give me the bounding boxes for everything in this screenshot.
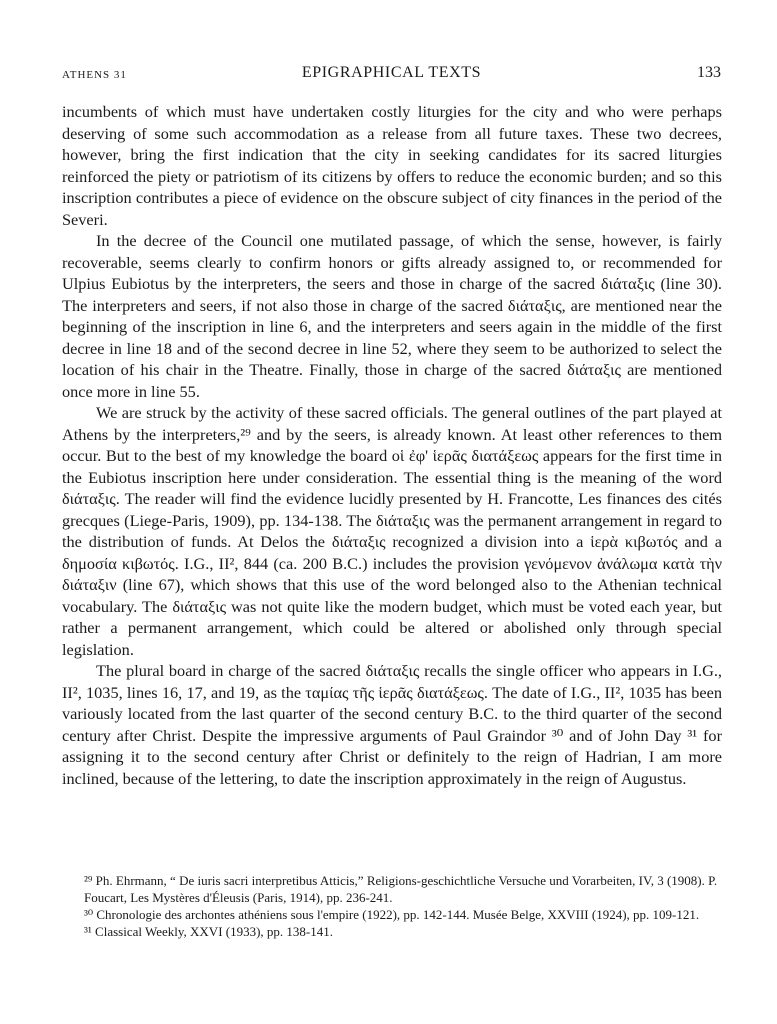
paragraph-4: The plural board in charge of the sacred διάταξις recalls the single officer who appears in I.G., II², 1035, lines 16, 17, and 19, as the ταμίας τῆς ἱερᾶς διατάξεως. The date of I.G., II², 1035 has been variously located from the last quarter of the second century B.C. to the third quarter of the second century after Christ. Despite the impressive arguments of Paul Graindor ³⁰ and of John Day ³¹ for assigning it to the second century after Christ or definitely to the reign of Hadrian, I am more inclined, because of the lettering, to date the inscription approximately in the reign of Augustus. bbox=[62, 661, 722, 788]
paragraph-1: incumbents of which must have undertaken costly liturgies for the city and who were perhaps deserving of some such accommodation as a release from all future taxes. These two decrees, however, bring the first indication that the city in seeking candidates for its sacred liturgies reinforced the piety or patriotism of its citizens by offers to reduce the economic burden; and so this inscription contributes a piece of evidence on the obscure subject of city finances in the period of the Severi. bbox=[62, 102, 722, 229]
header-section-label: ATHENS 31 bbox=[62, 69, 127, 81]
footnote-30: ³⁰ Chronologie des archontes athéniens sous l'empire (1922), pp. 142-144. Musée Belge, XXVIII (1924), pp. 109-121. bbox=[84, 907, 700, 922]
footnote-29: ²⁹ Ph. Ehrmann, “ De iuris sacri interpretibus Atticis,” Religions-geschichtliche Versuche und Vorarbeiten, IV, 3 (1908). P. Foucart, Les Mystères d'Éleusis (Paris, 1914), pp. 236-241. bbox=[84, 873, 718, 905]
main-text bbox=[62, 101, 722, 789]
paragraph-3: We are struck by the activity of these sacred officials. The general outlines of the part played at Athens by the interpreters,²⁹ and by the seers, is already known. At least other references to them occur. But to the best of my knowledge the board οἱ ἐφ' ἱερᾶς διατάξεως appears for the first time in the Eubiotus inscription here under consideration. The essential thing is the meaning of the word διάταξις. The reader will find the evidence lucidly presented by H. Francotte, Les finances des cités grecques (Liege-Paris, 1909), pp. 134-138. The διάταξις was the permanent arrangement in regard to the distribution of funds. At Delos the διάταξις recognized a division into a ἱερὰ κιβωτός and a δημοσία κιβωτός. I.G., II², 844 (ca. 200 B.C.) includes the provision γενόμενον ἀνάλωμα κατὰ τὴν διάταξιν (line 67), which shows that this use of the word belonged also to the Athenian technical vocabulary. The διάταξις was not quite like the modern budget, which must be voted each year, but rather a permanent arrangement, which could be altered or abolished only through special legislation. bbox=[62, 403, 722, 659]
footnotes bbox=[62, 872, 722, 940]
header-title: EPIGRAPHICAL TEXTS bbox=[301, 64, 482, 81]
footnote-31: ³¹ Classical Weekly, XXVI (1933), pp. 138-141. bbox=[84, 924, 334, 939]
running-header bbox=[62, 64, 721, 86]
paragraph-2: In the decree of the Council one mutilated passage, of which the sense, however, is fairly recoverable, seems clearly to confirm honors or gifts already assigned to, or recommended for Ulpius Eubiotus by the interpreters, the seers and those in charge of the sacred διάταξις (line 30). The interpreters and seers, if not also those in charge of the sacred διάταξις, are mentioned near the beginning of the inscription in line 6, and the interpreters and seers again in the middle of the first decree in line 18 and of the second decree in line 52, where they seem to be authorized to select the location of his chair in the Theatre. Finally, those in charge of the sacred διάταξις are mentioned once more in line 55. bbox=[62, 231, 722, 401]
page-number: 133 bbox=[697, 64, 721, 81]
